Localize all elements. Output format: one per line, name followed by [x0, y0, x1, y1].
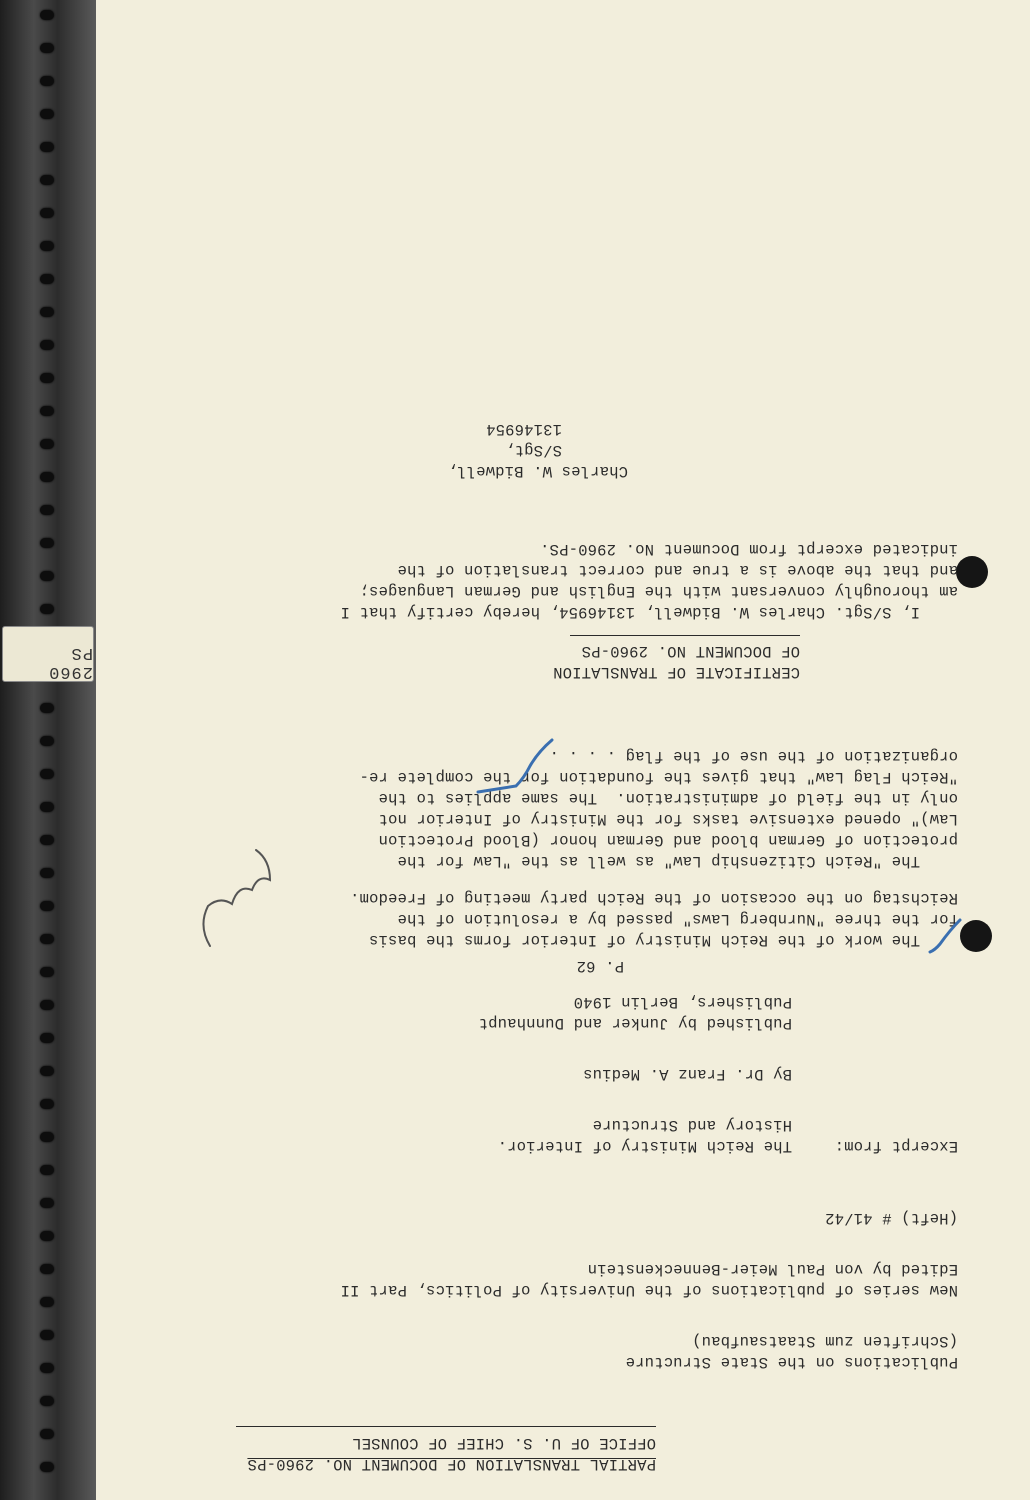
pen-check-mark	[470, 730, 570, 800]
series-title: Publications on the State Structure	[625, 1353, 958, 1371]
binder-hole	[40, 208, 54, 218]
binder-hole	[40, 439, 54, 449]
binder-hole	[40, 1462, 54, 1472]
binder-hole	[40, 736, 54, 746]
document-content	[96, 0, 1030, 1500]
binder-hole	[40, 340, 54, 350]
paragraph1-line: Reichstag on the occasion of the Reich party meeting of Freedom.	[349, 889, 958, 907]
certificate-heading: CERTIFICATE OF TRANSLATION	[552, 663, 800, 681]
binder-hole	[40, 1429, 54, 1439]
signature-rank: S/Sgt,	[504, 441, 562, 459]
paragraph2-line: only in the field of administration. The same applies to the	[378, 789, 958, 807]
document-title: PARTIAL TRANSLATION OF DOCUMENT NO. 2960-PS	[247, 1455, 656, 1473]
binder-hole	[40, 109, 54, 119]
binder-hole	[40, 472, 54, 482]
binder-hole	[40, 406, 54, 416]
binder-hole	[40, 835, 54, 845]
certificate-line: am thoroughly conversant with the English and German Languages;	[359, 582, 958, 600]
exhibit-tab	[2, 626, 94, 682]
office-line: OFFICE OF U. S. CHIEF OF COUNSEL	[351, 1434, 656, 1452]
binder-strip	[0, 0, 96, 1500]
publisher-place: Publishers, Berlin 1940	[573, 993, 792, 1011]
binder-hole	[40, 1297, 54, 1307]
signature-name: Charles W. Bidwell,	[447, 462, 628, 480]
author-line: By Dr. Franz A. Medius	[582, 1065, 792, 1083]
paragraph2-line: organization of the use of the flag . . . .	[549, 747, 958, 765]
excerpt-label: Excerpt from:	[834, 1137, 958, 1155]
binder-hole	[40, 1363, 54, 1373]
binder-hole	[40, 373, 54, 383]
binder-hole	[40, 1198, 54, 1208]
binder-hole	[40, 76, 54, 86]
binder-hole	[40, 43, 54, 53]
editor-line: Edited by von Paul Meier-Benneckenstein	[587, 1260, 958, 1278]
binder-hole	[40, 505, 54, 515]
binder-hole	[40, 1165, 54, 1175]
binder-holes	[40, 0, 64, 1500]
certificate-rule	[570, 635, 800, 636]
paragraph1-line: for the three "Nurnberg Laws" passed by a resolution of the	[397, 910, 958, 928]
paragraph2-line: "Reich Flag Law" that gives the foundation for the complete re-	[359, 768, 958, 786]
edition-line: New series of publications of the University of Politics, Part II	[340, 1281, 958, 1299]
binder-hole	[40, 868, 54, 878]
page-reference: P. 62	[576, 957, 624, 975]
binder-hole	[40, 241, 54, 251]
binder-hole	[40, 1099, 54, 1109]
publisher-line: Published by Junker and Dunnhaupt	[478, 1014, 792, 1032]
paragraph2-line: protection of German blood and German honor (Blood Protection	[378, 831, 958, 849]
binder-hole	[40, 1396, 54, 1406]
binder-hole	[40, 604, 54, 614]
binder-hole	[40, 1330, 54, 1340]
issue-number: (Heft) # 41/42	[824, 1209, 958, 1227]
certificate-line: indicated excerpt from Document No. 2960-PS.	[539, 540, 958, 558]
binder-hole	[40, 802, 54, 812]
excerpt-title: The Reich Ministry of Interior.	[497, 1137, 792, 1155]
binder-hole	[40, 1132, 54, 1142]
binder-hole	[40, 901, 54, 911]
binder-hole	[40, 1264, 54, 1274]
binder-hole	[40, 142, 54, 152]
excerpt-subtitle: History and Structure	[592, 1116, 792, 1134]
binder-hole	[40, 1231, 54, 1241]
binder-hole	[40, 703, 54, 713]
binder-hole	[40, 1033, 54, 1043]
signature-serial: 13146954	[485, 420, 562, 438]
certificate-line: and that the above is a true and correct translation of the	[397, 561, 958, 579]
binder-hole	[40, 307, 54, 317]
binder-hole	[40, 769, 54, 779]
pencil-scribble	[190, 830, 330, 960]
exhibit-tab-label: 2960 PS	[48, 643, 93, 681]
pen-check-mark	[890, 910, 970, 960]
certificate-subheading: OF DOCUMENT NO. 2960-PS	[581, 642, 800, 660]
paragraph2-line: The "Reich Citizenship Law" as well as the "Law for the	[397, 852, 920, 870]
binder-hole	[40, 10, 54, 20]
binder-hole	[40, 538, 54, 548]
paragraph1-line: The work of the Reich Ministry of Interior forms the basis	[368, 931, 920, 949]
binder-hole	[40, 175, 54, 185]
paragraph2-line: Law)" opened extensive tasks for the Ministry of Interior not	[378, 810, 958, 828]
series-subtitle: (Schriften zum Staatsaufbau)	[691, 1332, 958, 1350]
binder-hole	[40, 571, 54, 581]
heading-rule	[236, 1426, 656, 1427]
binder-hole	[40, 1000, 54, 1010]
binder-hole	[40, 967, 54, 977]
binder-hole	[40, 934, 54, 944]
binder-hole	[40, 1066, 54, 1076]
certificate-line: I, S/Sgt. Charles W. Bidwell, 13146954, hereby certify that I	[340, 603, 920, 621]
binder-hole	[40, 274, 54, 284]
